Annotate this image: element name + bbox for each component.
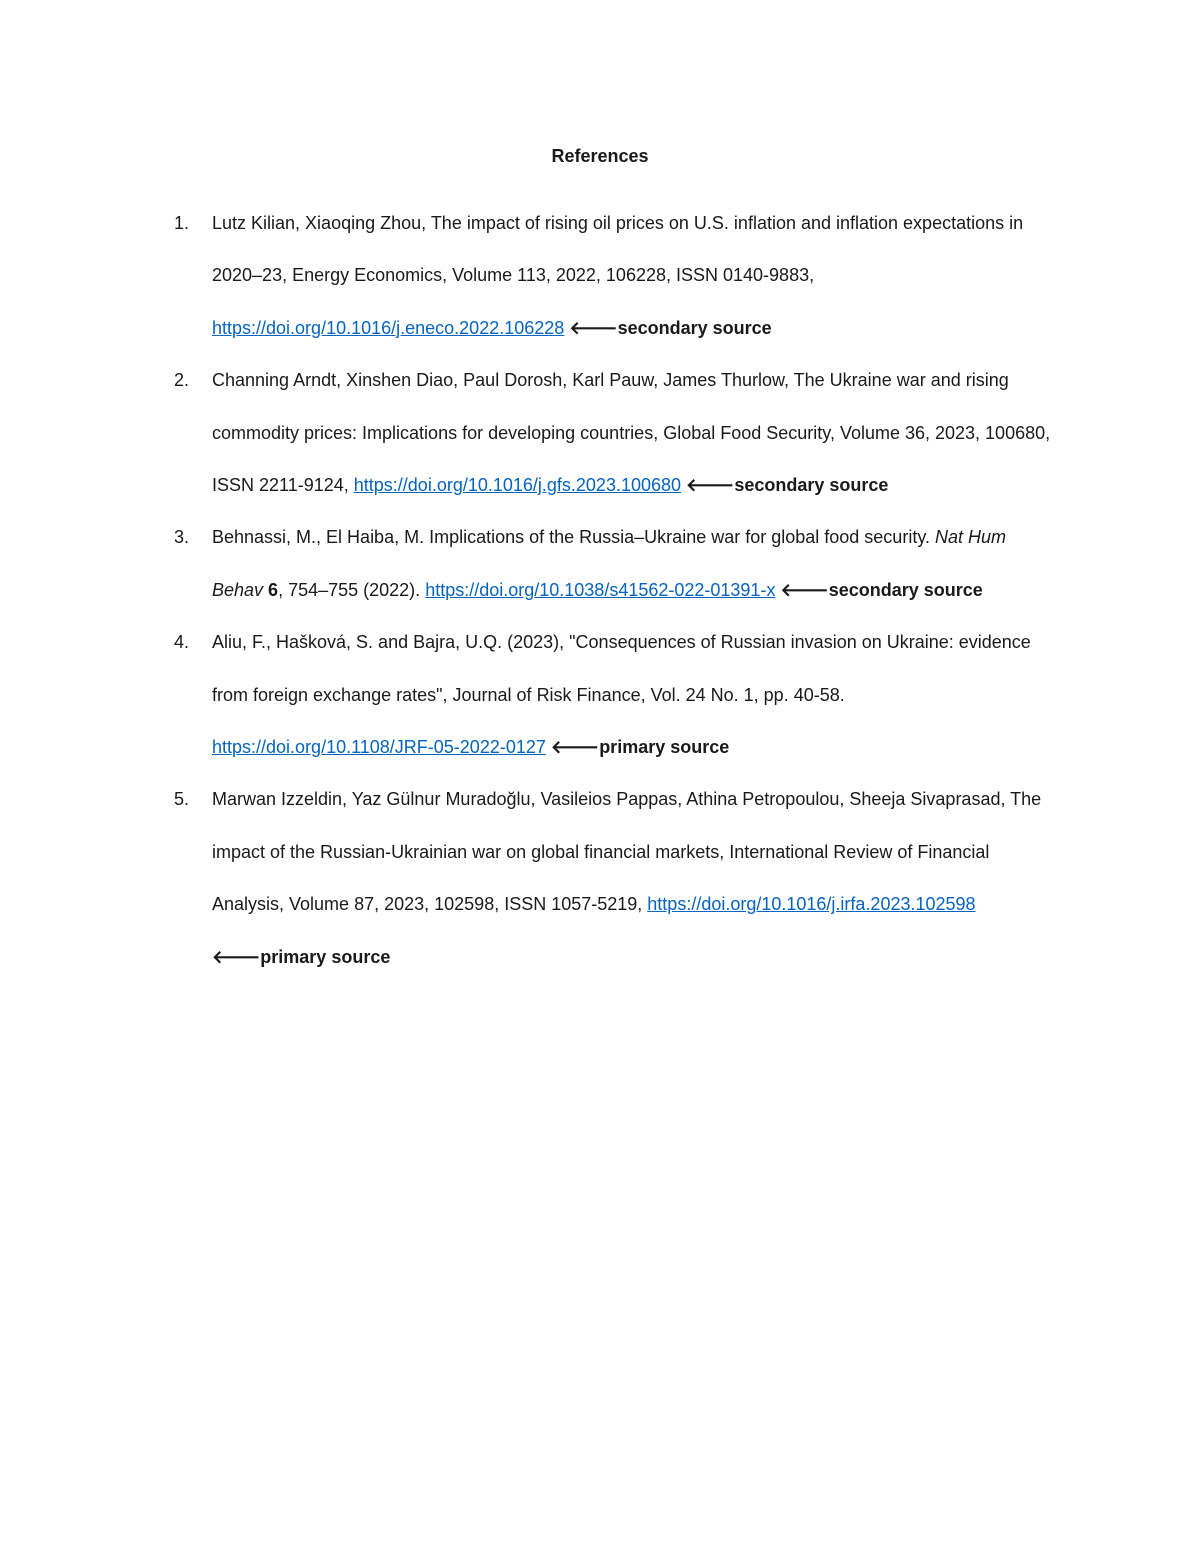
doi-link[interactable]: https://doi.org/10.1108/JRF-05-2022-0127 xyxy=(212,737,546,758)
reference-text: Lutz Kilian, Xiaoqing Zhou, The impact of rising oil prices on U.S. inflation and inflation expectations in 2020–23, Energy Economics, Volume 113, 2022, 106228, ISSN 0140-9883, xyxy=(212,213,1024,286)
doi-link[interactable]: https://doi.org/10.1038/s41562-022-01391-x xyxy=(425,579,776,600)
reference-number: 4. xyxy=(174,632,190,653)
doi-link[interactable]: https://doi.org/10.1016/j.eneco.2022.106228 xyxy=(212,317,565,338)
reference-text: Channing Arndt, Xinshen Diao, Paul Dorosh, Karl Pauw, James Thurlow, The Ukraine war and rising commodity prices: Implications for developing countries, Global Food Security, Volume 36, 2023, 100680, ISSN 2211-9124, xyxy=(212,370,1051,496)
left-arrow-icon: 🡐 xyxy=(569,317,618,338)
reference-number: 2. xyxy=(174,370,190,391)
journal-volume: 6 xyxy=(263,579,279,600)
left-arrow-icon: 🡐 xyxy=(780,579,829,600)
reference-text: Aliu, F., Hašková, S. and Bajra, U.Q. (2023), "Consequences of Russian invasion on Ukraine: evidence from foreign exchange rates", Journal of Risk Finance, Vol. 24 No. 1, pp. 40-58. xyxy=(212,632,1031,705)
reference-pages: , 754–755 (2022). xyxy=(278,579,426,600)
reference-number: 1. xyxy=(174,213,190,233)
doi-link[interactable]: https://doi.org/10.1016/j.gfs.2023.100680 xyxy=(353,475,682,496)
left-arrow-icon: 🡐 xyxy=(212,946,261,967)
reference-item xyxy=(172,354,1052,511)
reference-number: 5. xyxy=(174,789,190,810)
source-type-note: secondary source xyxy=(617,317,772,338)
doi-link[interactable]: https://doi.org/10.1016/j.irfa.2023.102598 xyxy=(647,894,976,915)
source-type-note: secondary source xyxy=(828,579,983,600)
reference-item xyxy=(172,616,1052,773)
left-arrow-icon: 🡐 xyxy=(686,475,735,496)
reference-item xyxy=(172,773,1052,983)
journal-name: Nat Hum Behav xyxy=(212,527,1006,600)
source-type-note: primary source xyxy=(599,737,730,758)
reference-number: 3. xyxy=(174,527,190,548)
reference-text: Marwan Izzeldin, Yaz Gülnur Muradoğlu, Vasileios Pappas, Athina Petropoulou, Sheeja Sivaprasad, The impact of the Russian-Ukrainian war on global financial markets, International Review of Financial Analysis, Volume 87, 2023, 102598, ISSN 1057-5219, xyxy=(212,789,1042,915)
source-type-note: primary source xyxy=(260,946,391,967)
reference-item xyxy=(172,197,1052,354)
reference-text: Behnassi, M., El Haiba, M. Implications of the Russia–Ukraine war for global food security. xyxy=(212,527,935,548)
page-title: References xyxy=(551,146,649,166)
source-type-note: secondary source xyxy=(734,475,889,496)
left-arrow-icon: 🡐 xyxy=(550,737,600,758)
reference-list xyxy=(172,197,1052,983)
reference-item xyxy=(172,511,1052,616)
